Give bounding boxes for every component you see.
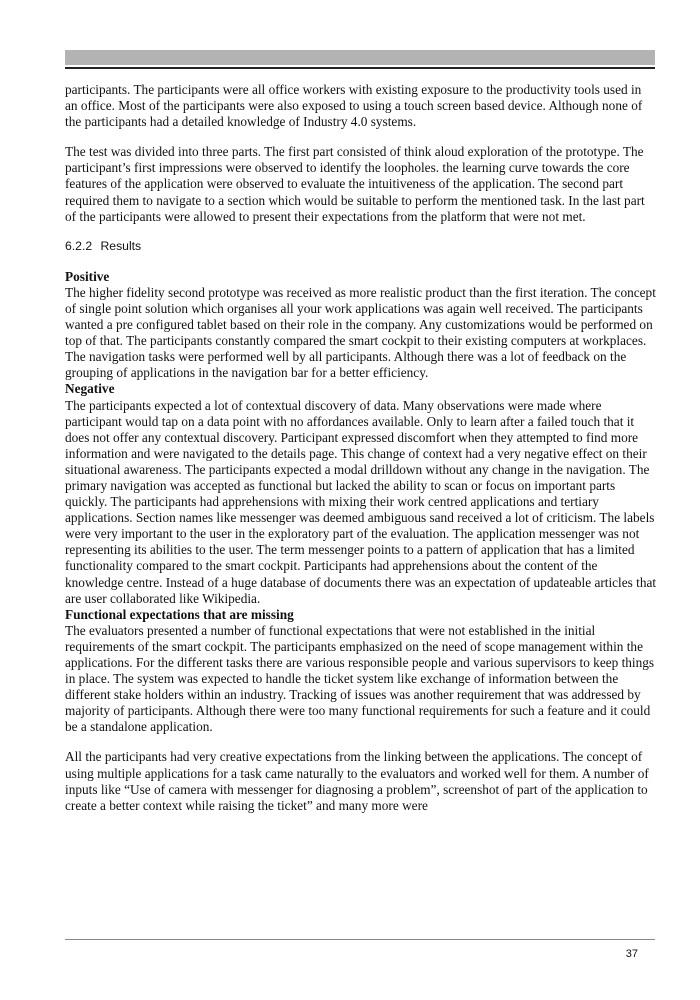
functional-paragraph: The evaluators presented a number of functional expectations that were not established in the initial requirements of the smart cockpit. The participants emphasized on the need of scope management within the applications. For the different tasks there are various responsible people and various supervisors to keep things in place. The system was expected to handle the ticket system like exchange of information between the different stake holders within an industry. Tracking of issues was another requirement that was addressed by majority of participants. Although there were too many functional requirements for such a feature and it could be a standalone application. — [65, 622, 655, 735]
section-heading — [65, 238, 657, 254]
positive-heading: Positive — [65, 268, 110, 284]
negative-paragraph: The participants expected a lot of contextual discovery of data. Many observations were made where participant would tap on a data point with no affordances available. Only to learn after a failed touch that it does not offer any contextual discovery. Participant expressed discomfort when they attempted to find more information and were navigated to the details page. This change of context had a very negative effect on their situational awareness. The participants expected a modal drilldown without any change in the navigation. The primary navigation was accepted as functional but lacked the ability to scan or focus on important parts quickly. The participants had apprehensions with mixing their work centred applications and tertiary applications. Section names like messenger was deemed ambiguous sand received a lot of criticism. The labels were very important to the user in the exploratory part of the evaluation. The application messenger was not representing its abilities to the user. The term messenger points to a pattern of application that has a limited functionality compared to the smart cockpit. Participants had apprehensions about the content of the knowledge centre. Instead of a huge database of documents there was an expectation of updateable articles that are user collaborated like Wikipedia. — [65, 397, 657, 606]
intro-paragraph-2: The test was divided into three parts. The first part consisted of think aloud exploration of the prototype. The participant’s first impressions were observed to identify the loopholes. the learning curve towards the core features of the application were observed to evaluate the intuitiveness of the application. The second part required them to navigate to a section which would be suitable to perform the mentioned task. In the last part of the participants were allowed to present their expectations from the platform that were not met. — [65, 144, 645, 224]
closing-paragraph: All the participants had very creative expectations from the linking between the applications. The concept of using multiple applications for a task came naturally to the evaluators and worked well for them. A number of inputs like “Use of camera with messenger for diagnosing a problem”, screenshot of part of the application to create a better context while raising the ticket” and many more were — [65, 749, 649, 813]
footer-rule — [65, 939, 655, 940]
negative-heading: Negative — [65, 381, 115, 397]
section-title: Results — [100, 238, 142, 253]
page-number: 37 — [625, 948, 638, 960]
page-body — [65, 82, 657, 814]
positive-paragraph: The higher fidelity second prototype was received as more realistic product than the first iteration. The concept of single point solution which organises all your work applications was again well received. The participants wanted a pre configured tablet based on their role in the company. Any customizations would be performed on top of that. The participants constantly compared the smart cockpit to their existing computers at workplaces. The navigation tasks were performed well by all participants. Although there was a lot of feedback on the grouping of applications in the navigation bar for a better efficiency. — [65, 284, 656, 381]
functional-heading: Functional expectations that are missing — [65, 606, 294, 622]
intro-paragraph-1: participants. The participants were all office workers with existing exposure to the productivity tools used in an office. Most of the participants were also exposed to using a touch screen based device. Although none of the participants had a detailed knowledge of Industry 4.0 systems. — [65, 82, 643, 130]
header-bar — [65, 50, 655, 65]
header-rule — [65, 67, 655, 69]
section-number: 6.2.2 — [65, 238, 93, 253]
